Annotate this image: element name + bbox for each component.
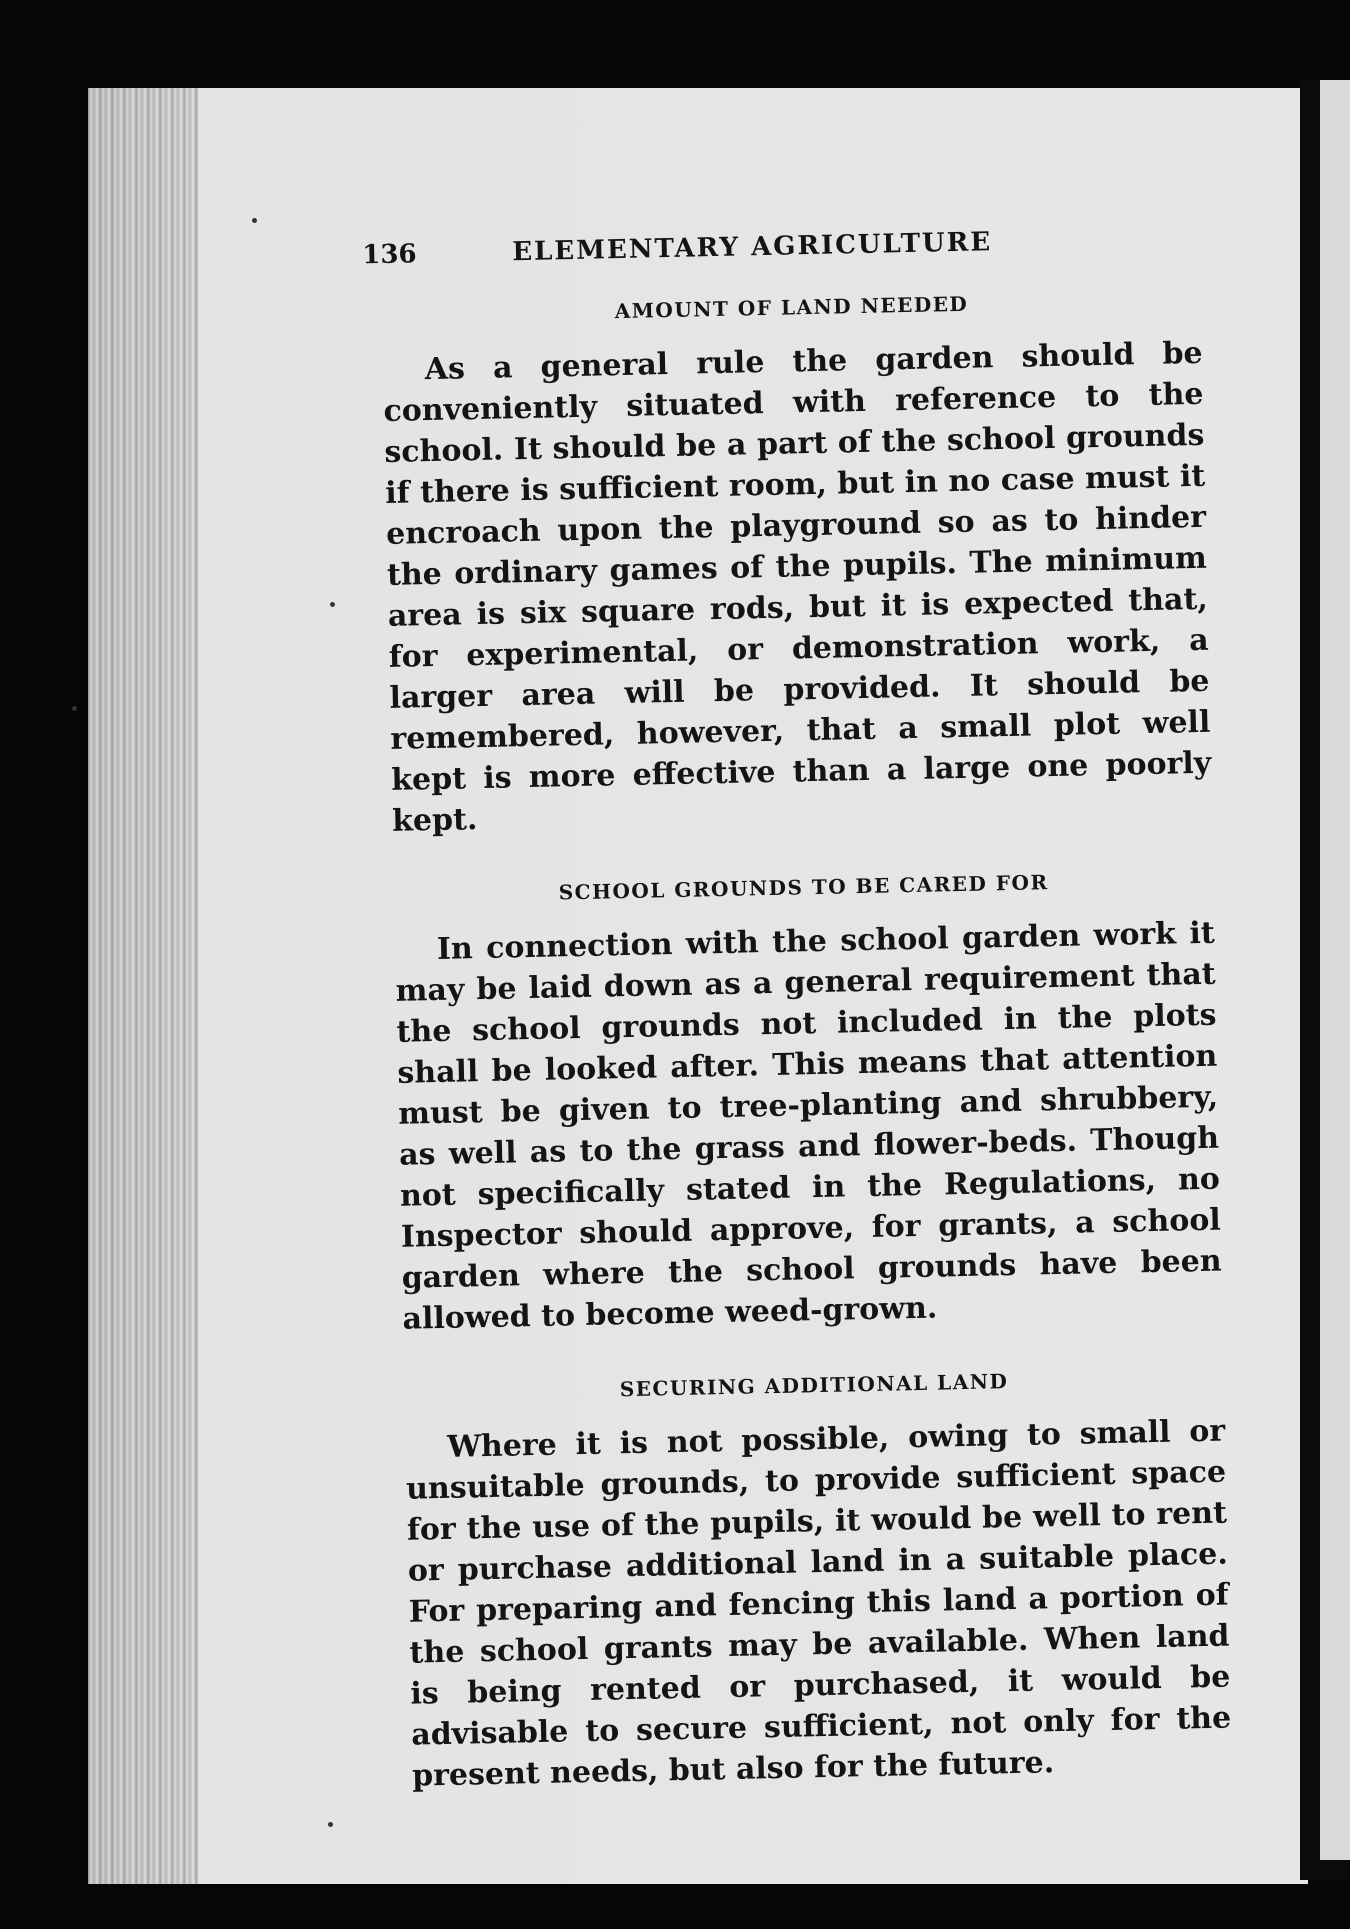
- section-heading: AMOUNT OF LAND NEEDED: [614, 291, 969, 324]
- scan-speck: [252, 218, 257, 223]
- section-heading: SCHOOL GROUNDS TO BE CARED FOR: [558, 870, 1049, 905]
- section-paragraph: Where it is not possible, owing to small or unsuitable grounds, to provide sufficient space for the use of the pupils, it would be well to rent or purchase additional land in a suitable place. For preparing and fencing this land a portion of the school grants may be available. When land is being rented or purchased, it would be advisable to secure sufficient, not only for the present needs, but also for the future.: [405, 1413, 1232, 1794]
- scan-speck: [328, 1822, 333, 1827]
- page-number: 136: [362, 239, 417, 271]
- section-paragraph: In connection with the school garden work it may be laid down as a general requirement that the school grounds not included in the plots shall be looked after. This means that attention must be given to tree-planting and shrubbery, as well as to the grass and flower-beds. Though not specifically stated in the Regulations, no Inspector should approve, for grants, a school garden where the school grounds have been allowed to become weed-grown.: [395, 915, 1222, 1337]
- section-paragraph: As a general rule the garden should be conveniently situated with reference to the school. It should be a part of the school grounds if there is sufficient room, but in no case must it encroach upon the playground so as to hinder the ordinary games of the pupils. The minimum area is six square rods, but it is expected that, for experimental, or demonstration work, a larger area will be provided. It should be remembered, however, that a small plot well kept is more effective than a large one poorly kept.: [383, 335, 1212, 839]
- page-edges: [88, 88, 198, 1884]
- scan-speck: [72, 706, 77, 711]
- section-heading: SECURING ADDITIONAL LAND: [619, 1369, 1009, 1402]
- page-text: [362, 223, 1233, 1839]
- adjacent-page-edge: [1320, 80, 1350, 1860]
- scan-speck: [330, 602, 335, 607]
- running-title: ELEMENTARY AGRICULTURE: [511, 227, 993, 268]
